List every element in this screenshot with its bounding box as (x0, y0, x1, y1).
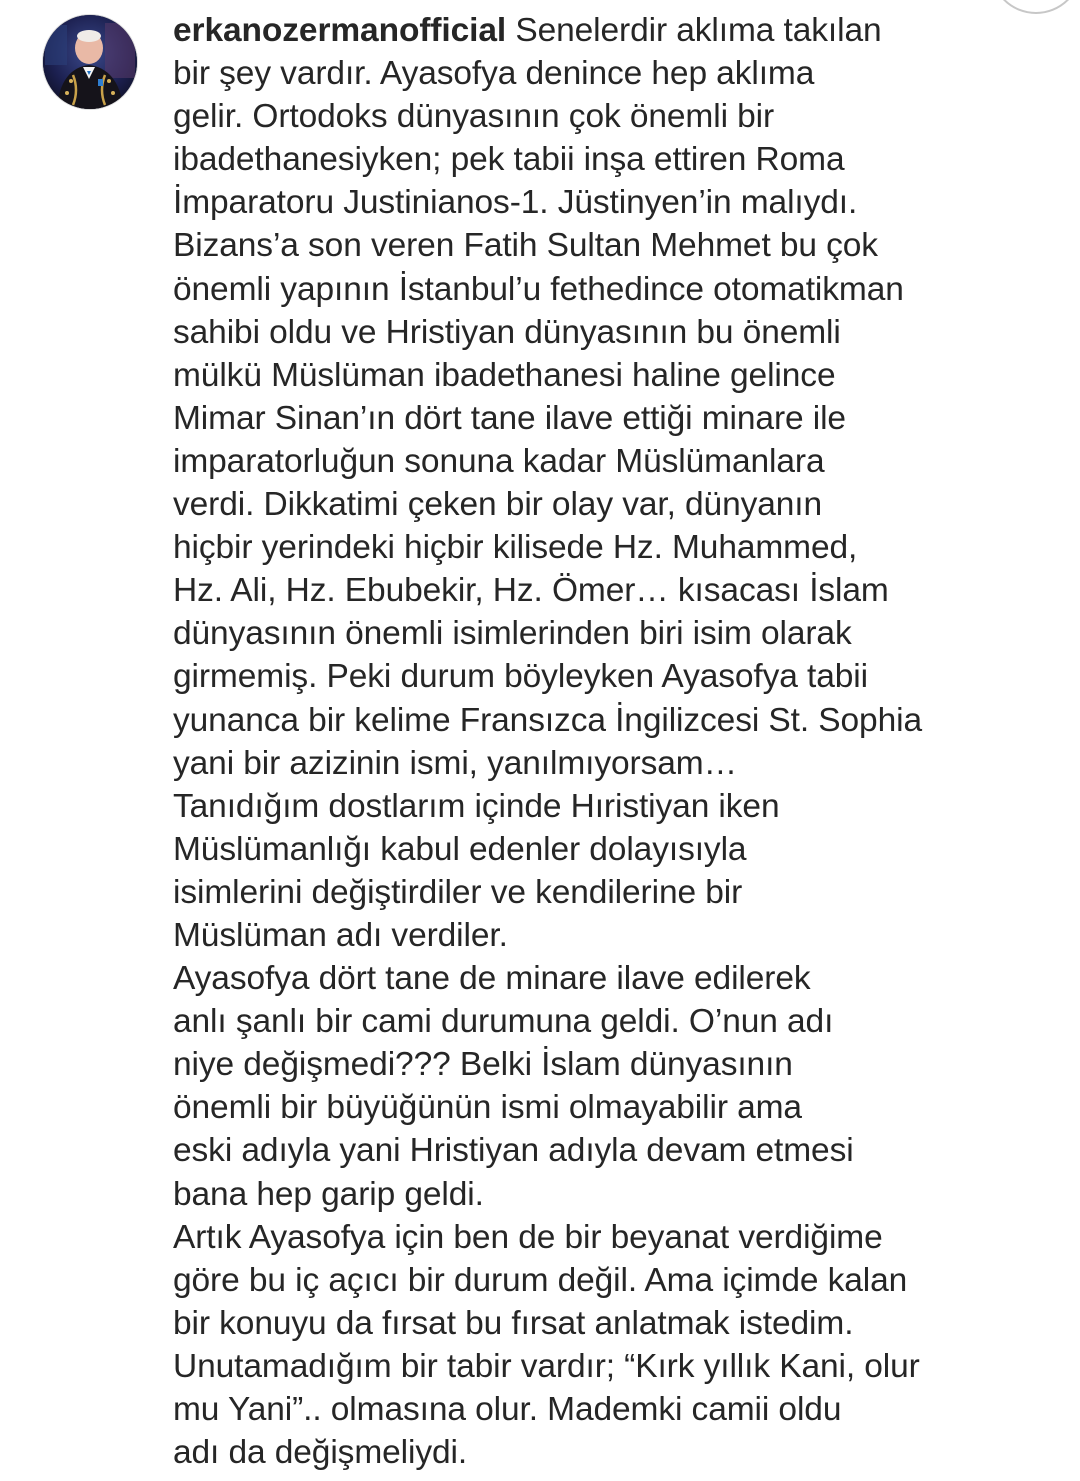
caption-line: girmemiş. Peki durum böyleyken Ayasofya tabii (173, 658, 868, 696)
avatar[interactable] (42, 14, 138, 110)
caption-line: ibadethanesiyken; pek tabii inşa ettiren Roma (173, 141, 845, 179)
caption-line: anlı şanlı bir cami durumuna geldi. O’nun adı (173, 1003, 834, 1041)
caption-line: adı da değişmeliydi. (173, 1434, 468, 1472)
caption-line: Bizans’a son veren Fatih Sultan Mehmet bu çok (173, 227, 878, 265)
username-link[interactable]: erkanozermanofficial (173, 12, 507, 49)
caption-line: mülkü Müslüman ibadethanesi haline gelince (173, 356, 836, 394)
caption-line: yunanca bir kelime Fransızca İngilizcesi St. Sophia (173, 701, 922, 739)
caption-line: Ayasofya dört tane de minare ilave edilerek (173, 960, 811, 998)
caption-line: Tanıdığım dostlarım içinde Hıristiyan iken (173, 787, 780, 825)
caption-line: verdi. Dikkatimi çeken bir olay var, dünyanın (173, 486, 823, 524)
caption-line: Mimar Sinan’ın dört tane ilave ettiği minare ile (173, 399, 846, 437)
caption-line: hiçbir yerindeki hiçbir kilisede Hz. Muhammed, (173, 529, 858, 567)
caption-line: İmparatoru Justinianos-1. Jüstinyen’in malıydı. (173, 184, 858, 222)
caption-line: göre bu iç açıcı bir durum değil. Ama içimde kalan (173, 1261, 908, 1299)
caption-line: Hz. Ali, Hz. Ebubekir, Hz. Ömer… kısacası İslam (173, 572, 889, 610)
caption-line: sahibi oldu ve Hristiyan dünyasının bu önemli (173, 313, 841, 351)
caption-line: bir şey vardır. Ayasofya denince hep aklıma (173, 55, 815, 93)
caption-line: önemli bir büyüğünün ismi olmayabilir ama (173, 1089, 802, 1127)
caption-text (173, 9, 1053, 1474)
caption-line: niye değişmedi??? Belki İslam dünyasının (173, 1046, 793, 1084)
caption-first-line (173, 9, 1053, 52)
caption-line: imparatorluğun sonuna kadar Müslümanlara (173, 442, 825, 480)
caption-line: eski adıyla yani Hristiyan adıyla devam etmesi (173, 1132, 854, 1170)
caption-line: Müslümanlığı kabul edenler dolayısıyla (173, 830, 747, 868)
caption-line: dünyasının önemli isimlerinden biri isim olarak (173, 615, 852, 653)
caption-line: Müslüman adı verdiler. (173, 916, 508, 954)
profile-photo-icon (43, 15, 137, 109)
caption-line: gelir. Ortodoks dünyasının çok önemli bir (173, 98, 775, 136)
caption-line: Unutamadığım bir tabir vardır; “Kırk yıllık Kani, olur (173, 1347, 920, 1385)
caption-opening-text: Senelerdir aklıma takılan (515, 12, 882, 49)
caption-line: Artık Ayasofya için ben de bir beyanat verdiğime (173, 1218, 883, 1256)
caption-line: yani bir azizinin ismi, yanılmıyorsam… (173, 744, 737, 782)
caption-line: bir konuyu da fırsat bu fırsat anlatmak istedim. (173, 1304, 854, 1342)
caption-line: bana hep garip geldi. (173, 1175, 484, 1213)
caption-line: mu Yani”.. olmasına olur. Mademki camii oldu (173, 1391, 842, 1428)
caption-line: isimlerini değiştirdiler ve kendilerine bir (173, 873, 743, 911)
caption-line: önemli yapının İstanbul’u fethedince otomatikman (173, 270, 904, 308)
